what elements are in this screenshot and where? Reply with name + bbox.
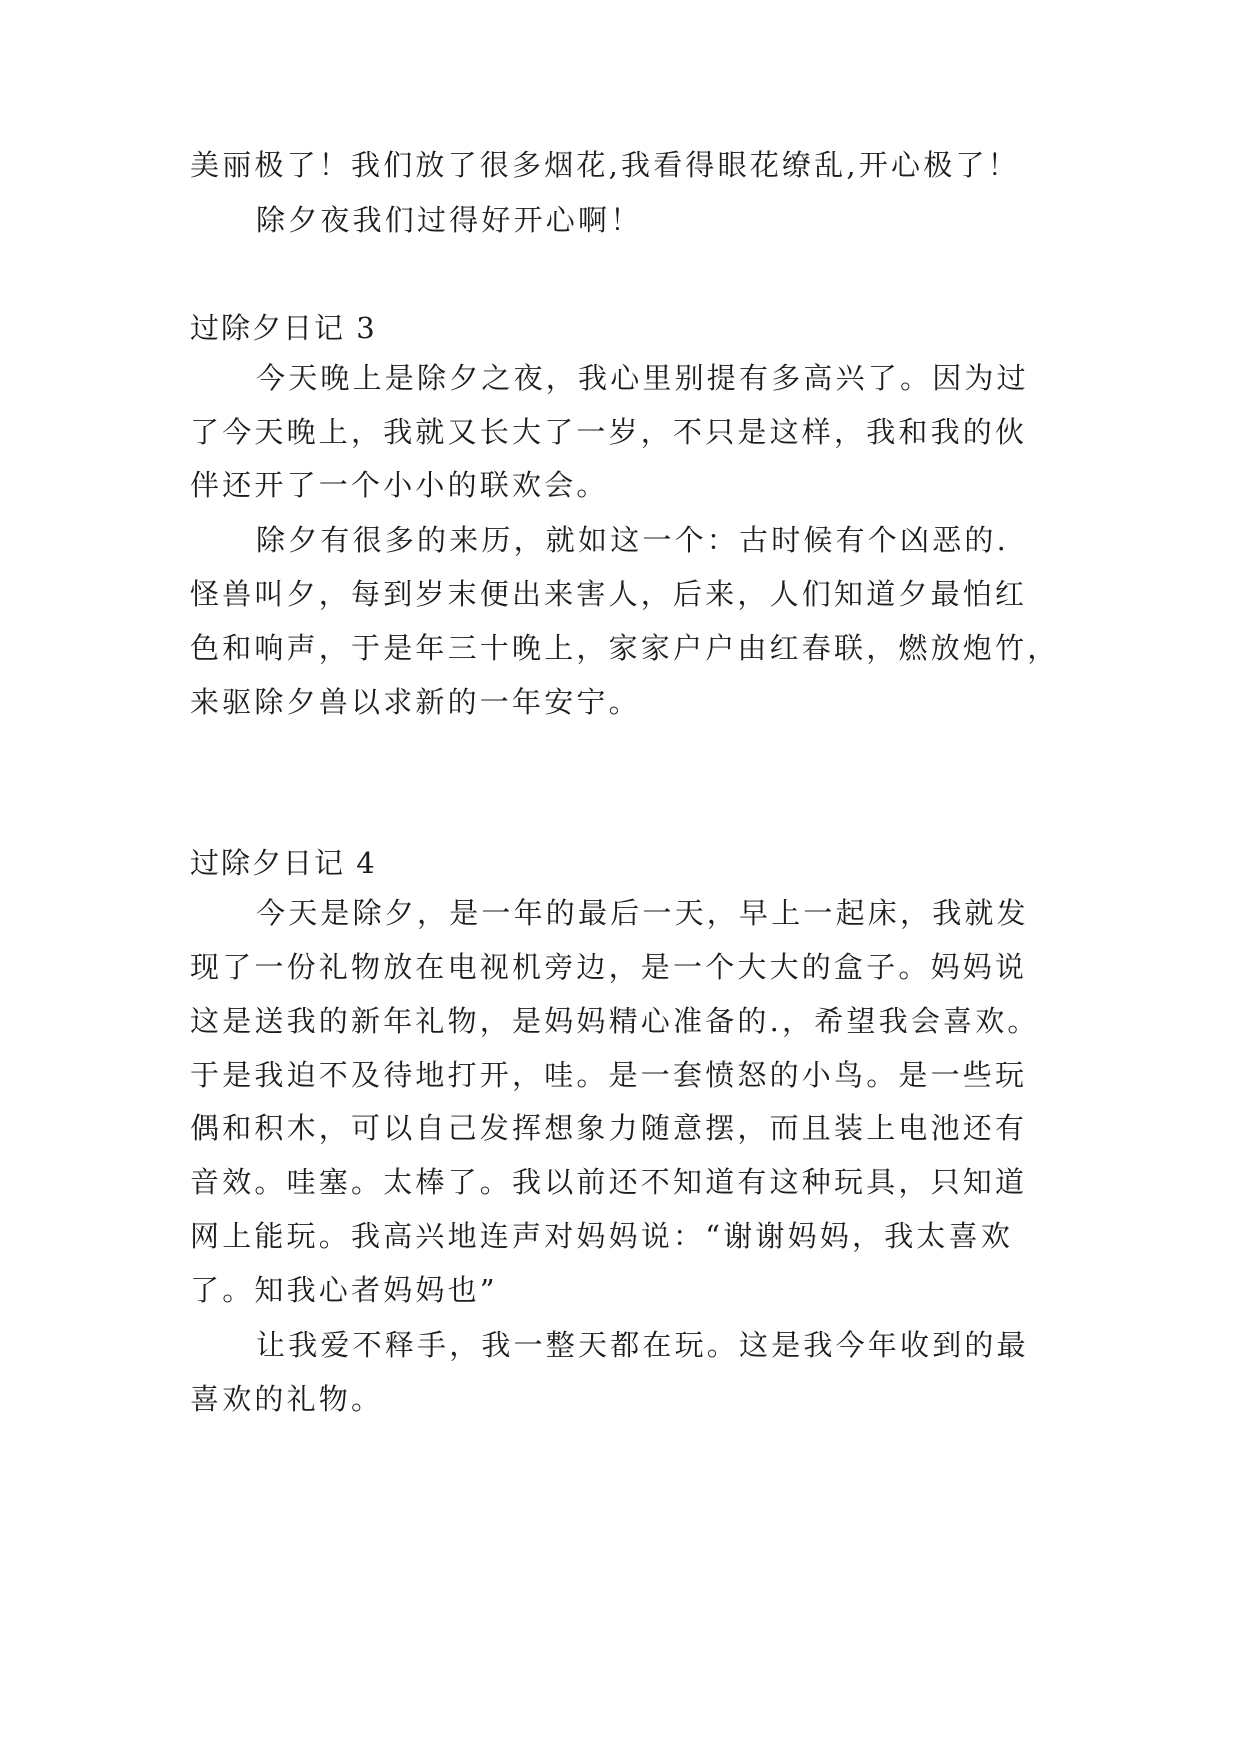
text-line: 网上能玩。我高兴地连声对妈妈说：“谢谢妈妈，我太喜欢 [190,1219,1014,1253]
text-line: 除夕有很多的来历，就如这一个：古时候有个凶恶的. [256,523,1010,557]
text-line: 除夕夜我们过得好开心啊！ [256,203,643,237]
text-line: 于是我迫不及待地打开，哇。是一套愤怒的小鸟。是一些玩 [190,1058,1028,1092]
text-line: 喜欢的礼物。 [190,1382,384,1416]
text-line: 偶和积木，可以自己发挥想象力随意摆，而且装上电池还有 [190,1111,1028,1145]
text-line: 让我爱不释手，我一整天都在玩。这是我今年收到的最 [256,1328,1029,1362]
text-line: 伴还开了一个小小的联欢会。 [190,468,609,502]
text-line: 今天晚上是除夕之夜，我心里别提有多高兴了。因为过 [256,361,1029,395]
text-line: 色和响声，于是年三十晚上，家家户户由红春联，燃放炮竹， [190,631,1060,665]
text-line: 美丽极了！我们放了很多烟花,我看得眼花缭乱,开心极了！ [190,148,1020,182]
text-line: 这是送我的新年礼物，是妈妈精心准备的.，希望我会喜欢。 [190,1004,1040,1038]
text-line: 今天是除夕，是一年的最后一天，早上一起床，我就发 [256,896,1029,930]
text-line: 来驱除夕兽以求新的一年安宁。 [190,685,641,719]
section-title: 过除夕日记 3 [190,311,377,345]
text-line: 了今天晚上，我就又长大了一岁，不只是这样，我和我的伙 [190,415,1028,449]
text-line: 怪兽叫夕，每到岁末便出来害人，后来，人们知道夕最怕红 [190,577,1028,611]
text-line: 了。知我心者妈妈也” [190,1273,498,1307]
text-line: 音效。哇塞。太棒了。我以前还不知道有这种玩具，只知道 [190,1165,1028,1199]
text-line: 现了一份礼物放在电视机旁边，是一个大大的盒子。妈妈说 [190,950,1028,984]
section-title: 过除夕日记 4 [190,846,377,880]
